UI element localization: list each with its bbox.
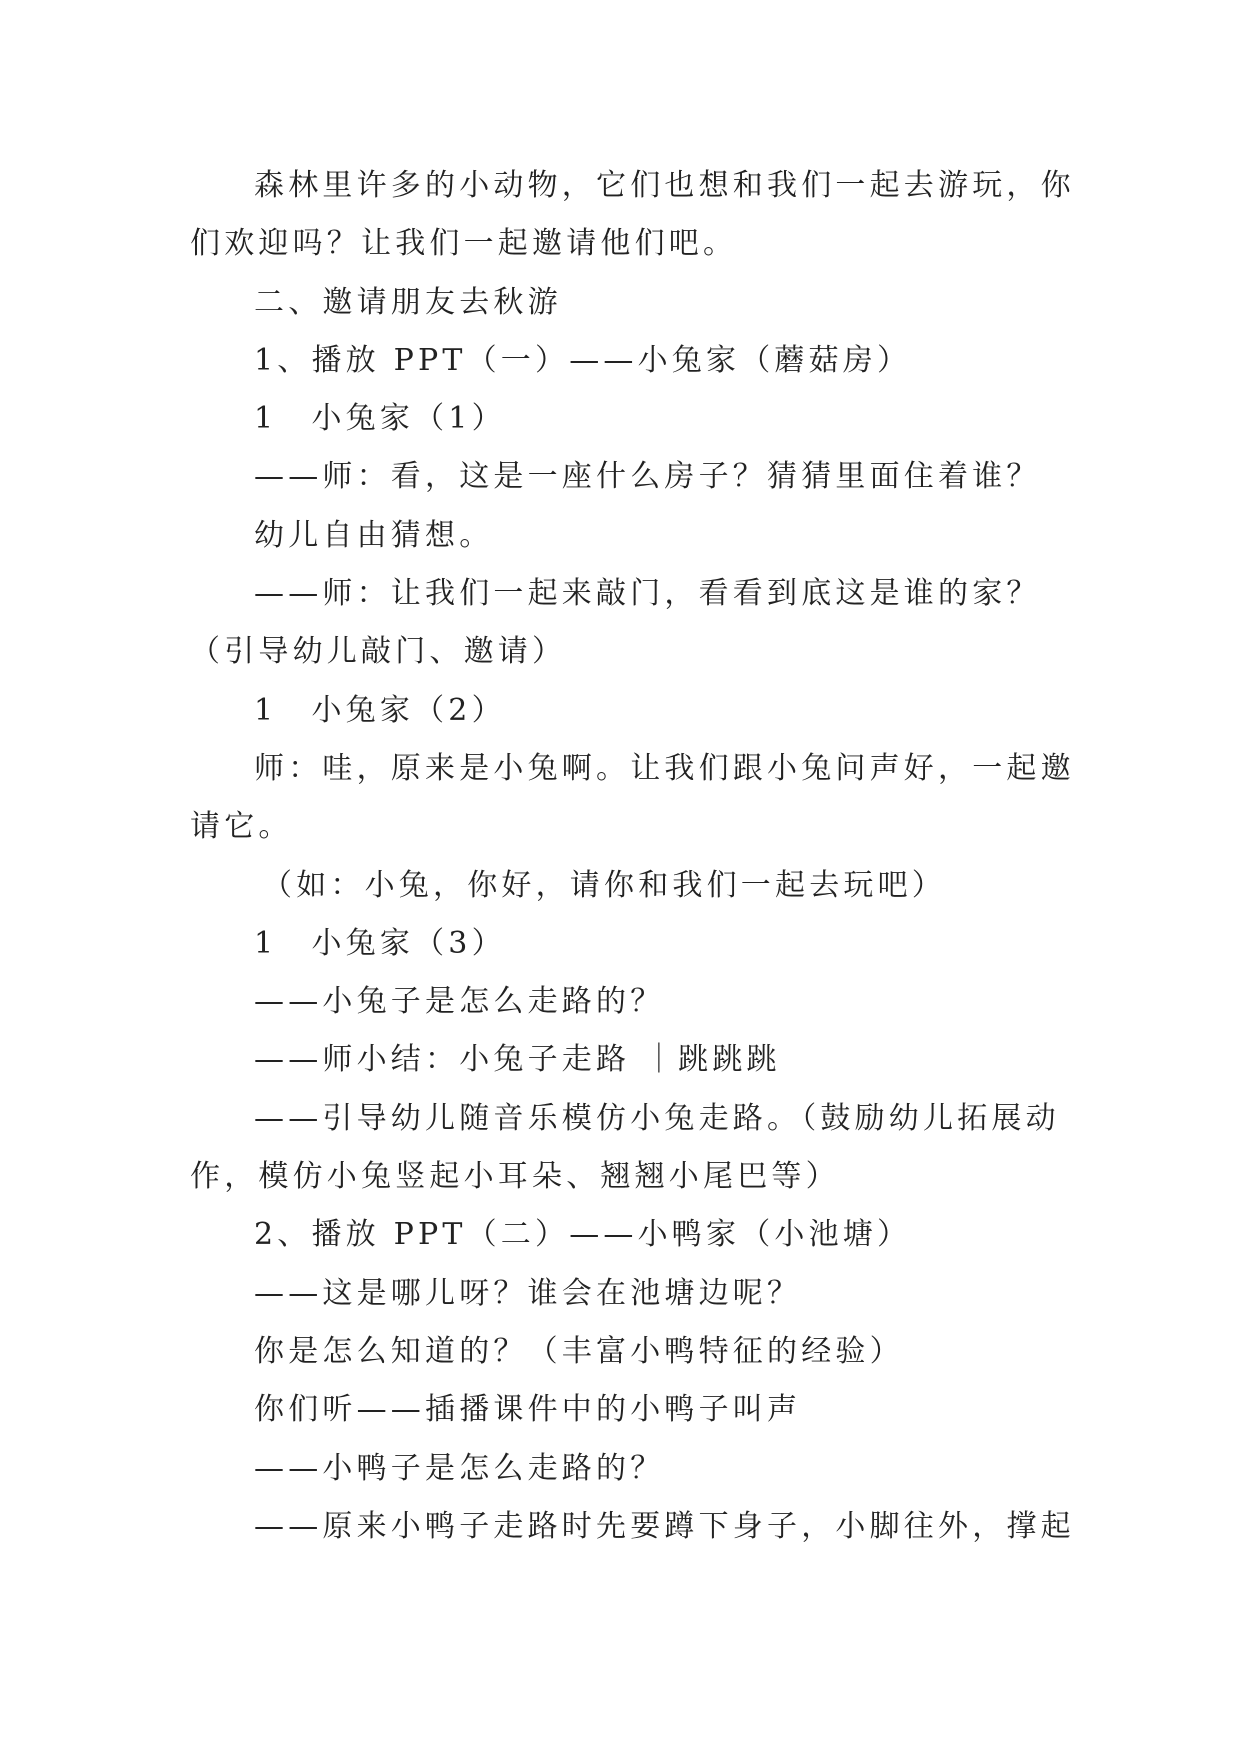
paragraph-line: 你们听——插播课件中的小鸭子叫声 bbox=[254, 1392, 802, 1428]
paragraph-line: ——引导幼儿随音乐模仿小兔走路。（鼓励幼儿拓展动 bbox=[254, 1100, 1060, 1136]
paragraph-line: 请它。 bbox=[190, 809, 293, 845]
paragraph-line: ——师：让我们一起来敲门，看看到底这是谁的家？ bbox=[254, 576, 1041, 612]
paragraph-line: ——原来小鸭子走路时先要蹲下身子，小脚往外，撑起 bbox=[254, 1508, 1075, 1544]
paragraph-line: 2、播放 PPT（二）——小鸭家（小池塘） bbox=[254, 1217, 912, 1253]
paragraph-line: 森林里许多的小动物，它们也想和我们一起去游玩，你 bbox=[254, 168, 1075, 203]
paragraph-line: ——小兔子是怎么走路的？ bbox=[254, 984, 665, 1020]
paragraph-line: （如：小兔，你好，请你和我们一起去玩吧） bbox=[262, 867, 946, 903]
paragraph-line: 1 小兔家（1） bbox=[254, 401, 506, 437]
paragraph-line: 们欢迎吗？让我们一起邀请他们吧。 bbox=[190, 226, 738, 262]
paragraph-line: ——这是哪儿呀？谁会在池塘边呢？ bbox=[254, 1275, 802, 1311]
paragraph-line: 幼儿自由猜想。 bbox=[254, 517, 494, 553]
paragraph-line: 1 小兔家（3） bbox=[254, 925, 506, 961]
paragraph-line: 1、播放 PPT（一）——小兔家（蘑菇房） bbox=[254, 342, 912, 378]
paragraph-line: 师：哇，原来是小兔啊。让我们跟小兔问声好，一起邀 bbox=[254, 750, 1075, 786]
paragraph-line: ——师：看，这是一座什么房子？猜猜里面住着谁？ bbox=[254, 459, 1041, 495]
paragraph-line: ——小鸭子是怎么走路的？ bbox=[254, 1450, 665, 1486]
paragraph-line: 作，模仿小兔竖起小耳朵、翘翘小尾巴等） bbox=[190, 1159, 840, 1195]
section-heading: 二、邀请朋友去秋游 bbox=[254, 284, 562, 320]
document-body bbox=[190, 157, 1075, 1556]
paragraph-line: ——师小结：小兔子走路 ｜跳跳跳 bbox=[254, 1042, 781, 1078]
paragraph-line: 1 小兔家（2） bbox=[254, 692, 506, 728]
paragraph-line: 你是怎么知道的？（丰富小鸭特征的经验） bbox=[254, 1333, 904, 1369]
paragraph-line: （引导幼儿敲门、邀请） bbox=[190, 634, 567, 670]
